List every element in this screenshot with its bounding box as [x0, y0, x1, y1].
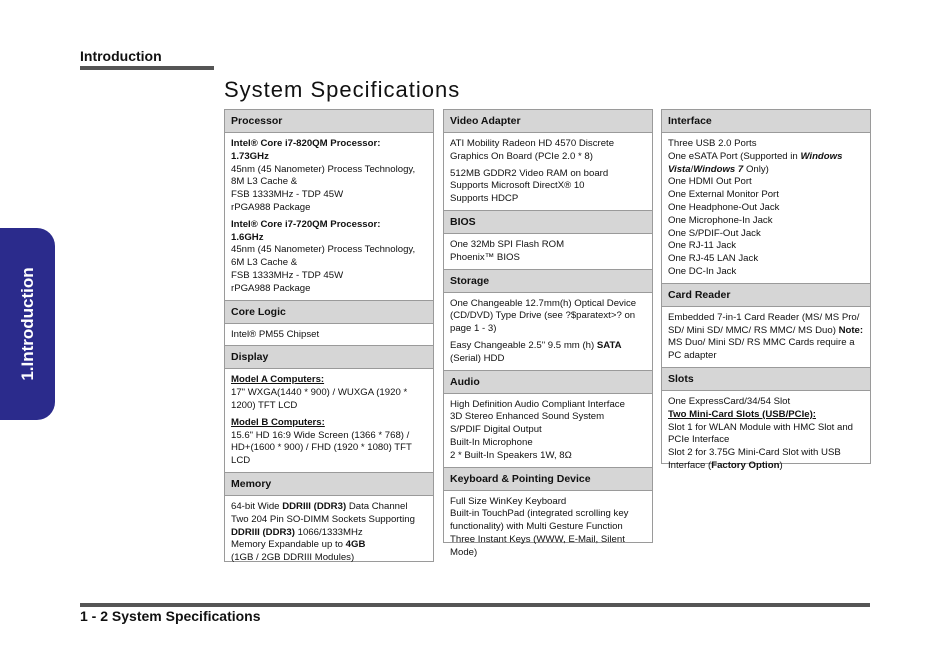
slots-line: Slot 2 for 3.75G Mini-Card Slot with USB	[668, 447, 841, 459]
storage-heading: Storage	[444, 269, 652, 293]
core-logic-text: Intel® PM55 Chipset	[231, 328, 320, 340]
model-b-line: 15.6" HD 16:9 Wide Screen (1366 * 768) /	[231, 429, 410, 441]
cpu2-line: FSB 1333MHz - TDP 45W	[231, 269, 344, 281]
card-reader-line: MS Duo/ Mini SD/ RS MMC Cards require a	[668, 337, 855, 349]
cpu1-line: FSB 1333MHz - TDP 45W	[231, 189, 344, 201]
core-logic-body	[225, 324, 433, 346]
storage-line: page 1 - 3)	[450, 323, 497, 335]
video-line: Supports Microsoft DirectX® 10	[450, 180, 585, 192]
display-heading: Display	[225, 345, 433, 369]
spec-column-2	[443, 109, 653, 558]
storage-body	[444, 293, 652, 370]
cpu2-speed: 1.6GHz	[231, 231, 264, 243]
card-reader-line: SD/ Mini SD/ MMC/ RS MMC/ MS Duo) Note:	[668, 324, 864, 336]
model-a-line: 17" WXGA(1440 * 900) / WUXGA (1920 *	[231, 387, 408, 399]
keyboard-line: Full Size WinKey Keyboard	[450, 495, 567, 507]
video-line: Graphics On Board (PCIe 2.0 * 8)	[450, 150, 593, 162]
model-a-line: 1200) TFT LCD	[231, 399, 298, 411]
cpu1-line: rPGA988 Package	[231, 201, 311, 213]
header-rule	[80, 66, 214, 70]
bios-line: One 32Mb SPI Flash ROM	[450, 238, 565, 250]
memory-line: (1GB / 2GB DDRIII Modules)	[231, 552, 355, 564]
interface-line: Three USB 2.0 Ports	[668, 138, 757, 149]
footer-page-label: 1 - 2 System Specifications	[80, 608, 261, 624]
bios-heading: BIOS	[444, 210, 652, 234]
slots-line: Slot 1 for WLAN Module with HMC Slot and	[668, 421, 854, 433]
card-reader-heading: Card Reader	[662, 283, 870, 307]
interface-body	[662, 133, 870, 283]
audio-body	[444, 394, 652, 467]
keyboard-body	[444, 491, 652, 564]
video-line: ATI Mobility Radeon HD 4570 Discrete	[450, 138, 615, 149]
audio-line: High Definition Audio Compliant Interface	[450, 398, 625, 410]
cpu2-line: 6M L3 Cache &	[231, 257, 298, 269]
display-body	[225, 369, 433, 472]
audio-line: 2 * Built-In Speakers 1W, 8Ω	[450, 449, 572, 461]
video-heading: Video Adapter	[444, 110, 652, 133]
header-title: Introduction	[80, 48, 162, 64]
page-title: System Specifications	[224, 77, 461, 102]
cpu1-line: 45nm (45 Nanometer) Process Technology,	[231, 163, 416, 175]
memory-line: Memory Expandable up to 4GB	[231, 539, 366, 551]
storage-line: One Changeable 12.7mm(h) Optical Device	[450, 297, 637, 309]
video-line: 512MB GDDR2 Video RAM on board	[450, 167, 609, 179]
interface-line: One HDMI Out Port	[668, 176, 752, 188]
interface-line: One RJ-45 LAN Jack	[668, 253, 759, 265]
slots-heading: Slots	[662, 367, 870, 391]
keyboard-heading: Keyboard & Pointing Device	[444, 467, 652, 491]
memory-line: Two 204 Pin SO-DIMM Sockets Supporting	[231, 513, 415, 525]
chapter-side-tab	[0, 228, 55, 420]
core-logic-heading: Core Logic	[225, 300, 433, 324]
storage-line: (CD/DVD) Type Drive (see ?$paratext>? on	[450, 310, 636, 322]
audio-line: 3D Stereo Enhanced Sound System	[450, 411, 605, 423]
slots-line: Two Mini-Card Slots (USB/PCIe):	[668, 408, 816, 420]
cpu2-line: 45nm (45 Nanometer) Process Technology,	[231, 244, 416, 256]
memory-heading: Memory	[225, 472, 433, 496]
model-a-label: Model A Computers:	[231, 374, 325, 386]
interface-line: One DC-In Jack	[668, 265, 737, 277]
model-b-label: Model B Computers:	[231, 416, 325, 428]
slots-line: Interface (Factory Option)	[668, 459, 783, 471]
cpu2-name: Intel® Core i7-720QM Processor:	[231, 218, 381, 230]
cpu2-line: rPGA988 Package	[231, 282, 311, 294]
slots-line: One ExpressCard/34/54 Slot	[668, 395, 791, 407]
keyboard-line: Mode)	[450, 546, 478, 558]
memory-line: 64-bit Wide DDRIII (DDR3) Data Channel	[231, 500, 408, 512]
spec-column-1	[224, 109, 434, 562]
audio-line: S/PDIF Digital Output	[450, 424, 542, 436]
interface-line: One eSATA Port (Supported in Windows	[668, 150, 843, 162]
card-reader-body	[662, 307, 870, 367]
interface-line: One RJ-11 Jack	[668, 240, 737, 252]
model-b-line: HD+(1600 * 900) / FHD (1920 * 1080) TFT	[231, 442, 412, 454]
footer-rule	[80, 603, 870, 607]
chapter-side-tab-label: 1.Introduction	[18, 267, 37, 381]
interface-line: One External Monitor Port	[668, 189, 779, 201]
keyboard-line: Three Instant Keys (WWW, E-Mail, Silent	[450, 533, 625, 545]
audio-heading: Audio	[444, 370, 652, 394]
card-reader-line: Embedded 7-in-1 Card Reader (MS/ MS Pro/	[668, 311, 860, 323]
keyboard-line: Built-in TouchPad (integrated scrolling key	[450, 508, 629, 520]
memory-body	[225, 496, 433, 569]
video-line: Supports HDCP	[450, 193, 519, 205]
processor-heading: Processor	[225, 110, 433, 133]
keyboard-line: functionality) with Multi Gesture Function	[450, 521, 623, 533]
slots-line: PCIe Interface	[668, 434, 730, 446]
card-reader-line: PC adapter	[668, 350, 717, 362]
storage-line: Easy Changeable 2.5" 9.5 mm (h) SATA	[450, 339, 622, 351]
interface-line: One Microphone-In Jack	[668, 214, 773, 226]
storage-line: (Serial) HDD	[450, 352, 505, 364]
interface-heading: Interface	[662, 110, 870, 133]
video-body	[444, 133, 652, 210]
cpu1-name: Intel® Core i7-820QM Processor:	[231, 138, 381, 149]
interface-line: Vista/Windows 7 Only)	[668, 163, 769, 175]
model-b-line: LCD	[231, 455, 251, 467]
memory-line: DDRIII (DDR3) 1066/1333MHz	[231, 526, 363, 538]
interface-line: One S/PDIF-Out Jack	[668, 227, 761, 239]
audio-line: Built-In Microphone	[450, 436, 533, 448]
slots-body	[662, 391, 870, 477]
bios-body	[444, 234, 652, 269]
processor-body	[225, 133, 433, 300]
cpu1-line: 8M L3 Cache &	[231, 176, 298, 188]
cpu1-speed: 1.73GHz	[231, 150, 269, 162]
spec-column-3	[661, 109, 871, 471]
bios-line: Phoenix™ BIOS	[450, 251, 520, 263]
interface-line: One Headphone-Out Jack	[668, 201, 780, 213]
